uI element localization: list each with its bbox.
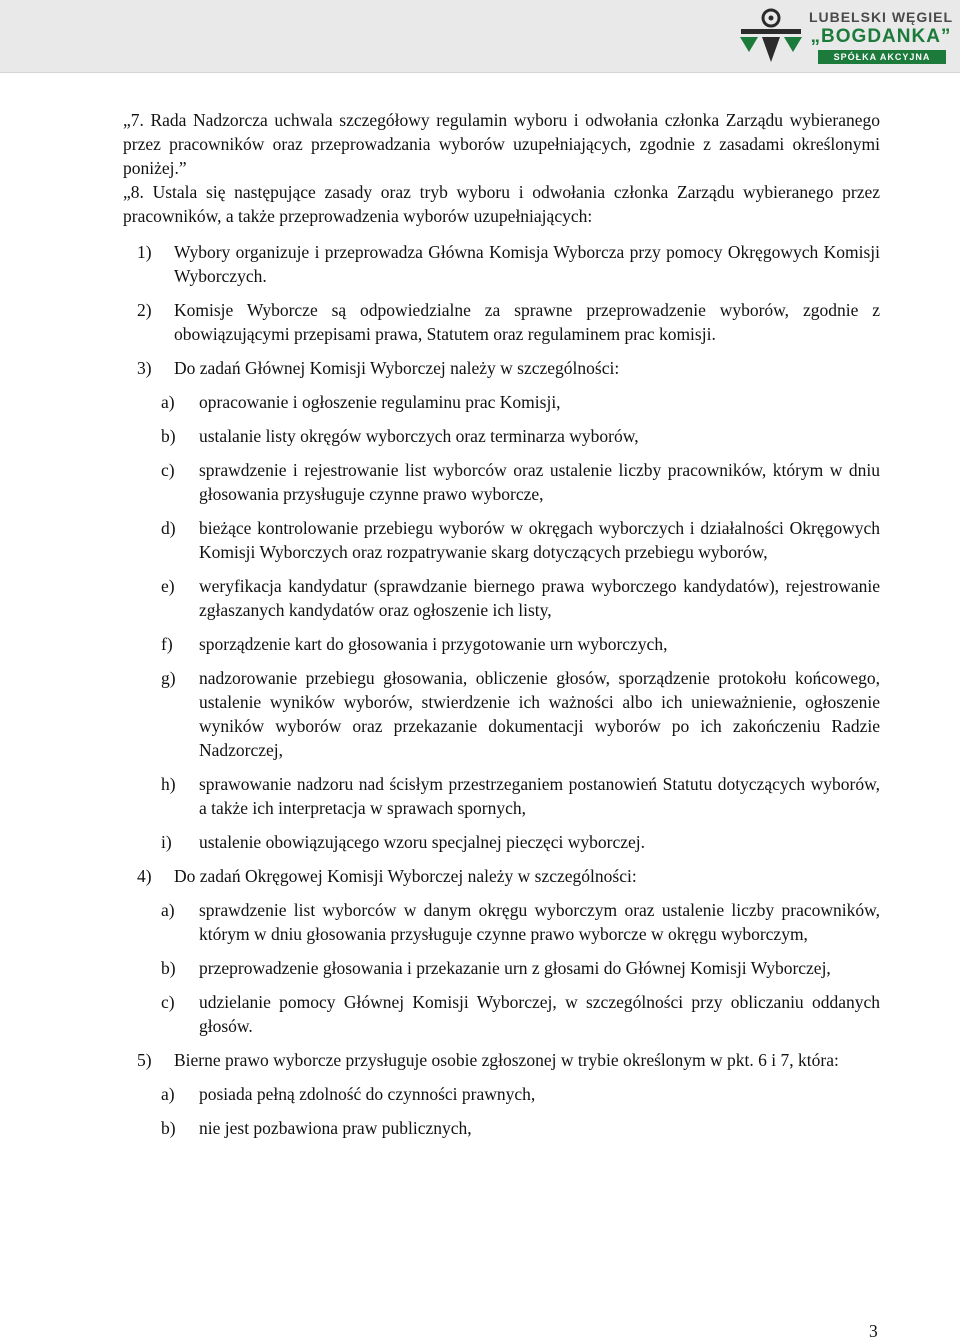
item-text: Komisje Wyborcze są odpowiedzialne za sprawne przeprowadzenie wyborów, zgodnie z obowiązującymi przepisami prawa, Statutem oraz regulaminem prac komisji.: [174, 300, 880, 344]
sub-item-letter: f): [161, 634, 173, 654]
sub-list-item: [123, 666, 880, 762]
sub-item-letter: b): [161, 958, 176, 978]
sub-list-item: [123, 830, 880, 854]
sub-list-item: [123, 574, 880, 622]
sub-item-letter: c): [161, 992, 175, 1012]
sub-item-letter: a): [161, 1084, 175, 1104]
sub-item-letter: a): [161, 392, 175, 412]
item-number: 1): [137, 242, 152, 262]
item-text: Wybory organizuje i przeprowadza Główna Komisja Wyborcza przy pomocy Okręgowych Komisji Wyborczych.: [174, 242, 880, 286]
sub-item-letter: b): [161, 1118, 176, 1138]
sub-item-text: nie jest pozbawiona praw publicznych,: [199, 1118, 472, 1138]
logo-line-2: „BOGDANKA”: [810, 26, 952, 47]
sub-item-text: posiada pełną zdolność do czynności prawnych,: [199, 1084, 536, 1104]
sub-list-item: [123, 458, 880, 506]
sub-item-text: sprawowanie nadzoru nad ścisłym przestrzeganiem postanowień Statutu dotyczących wyborów, a także ich interpretacja w sprawach spornych,: [199, 774, 880, 818]
item-number: 5): [137, 1050, 152, 1070]
document-body: [123, 108, 880, 1140]
sub-list-item: [123, 772, 880, 820]
list-item: [123, 240, 880, 288]
logo-line-1: LUBELSKI WĘGIEL: [808, 9, 954, 25]
sub-item-letter: i): [161, 832, 172, 852]
sub-item-text: udzielanie pomocy Głównej Komisji Wyborczej, w szczególności przy obliczaniu oddanych głosów.: [199, 992, 880, 1036]
list-item: [123, 356, 880, 380]
bogdanka-logo: [736, 6, 956, 66]
sub-list-item: [123, 424, 880, 448]
sub-item-text: przeprowadzenie głosowania i przekazanie urn z głosami do Głównej Komisji Wyborczej,: [199, 958, 831, 978]
sub-list-item: [123, 1116, 880, 1140]
sub-item-letter: g): [161, 668, 176, 688]
sub-list-item: [123, 516, 880, 564]
item-text: Do zadań Głównej Komisji Wyborczej należy w szczególności:: [174, 358, 620, 378]
list-item: [123, 864, 880, 888]
page-number: 3: [869, 1321, 878, 1341]
list-item: [123, 1048, 880, 1072]
sub-list-item: [123, 632, 880, 656]
sub-item-letter: e): [161, 576, 175, 596]
logo-line-3: SPÓŁKA AKCYJNA: [818, 50, 946, 64]
bogdanka-mine-emblem-icon: [736, 6, 806, 66]
item-number: 3): [137, 358, 152, 378]
paragraph-8: „8. Ustala się następujące zasady oraz tryb wyboru i odwołania członka Zarządu wybieranego przez pracowników, a także przeprowadzenia wyborów uzupełniających:: [123, 182, 880, 226]
item-text: Bierne prawo wyborcze przysługuje osobie zgłoszonej w trybie określonym w pkt. 6 i 7, która:: [174, 1050, 839, 1070]
sub-list-item: [123, 956, 880, 980]
sub-item-text: sprawdzenie list wyborców w danym okręgu wyborczym oraz ustalenie liczby pracowników, którym w dniu głosowania przysługuje czynne prawo wyborcze w okręgu wyborczym,: [199, 900, 880, 944]
item-number: 2): [137, 300, 152, 320]
sub-list-item: [123, 390, 880, 414]
sub-item-letter: a): [161, 900, 175, 920]
sub-item-text: ustalanie listy okręgów wyborczych oraz terminarza wyborów,: [199, 426, 639, 446]
sub-item-letter: b): [161, 426, 176, 446]
sub-list-item: [123, 1082, 880, 1106]
sub-item-text: weryfikacja kandydatur (sprawdzanie biernego prawa wyborczego kandydatów), rejestrowanie zgłaszanych kandydatów oraz ogłoszenie ich listy,: [199, 576, 880, 620]
list-item: [123, 298, 880, 346]
sub-item-text: ustalenie obowiązującego wzoru specjalnej pieczęci wyborczej.: [199, 832, 646, 852]
paragraph-7: „7. Rada Nadzorcza uchwala szczegółowy regulamin wyboru i odwołania członka Zarządu wybieranego przez pracowników oraz przeprowadzania wyborów uzupełniających, zgodnie z zasadami określonymi poniżej.”: [123, 110, 880, 178]
sub-item-letter: d): [161, 518, 176, 538]
sub-item-letter: c): [161, 460, 175, 480]
sub-item-text: nadzorowanie przebiegu głosowania, obliczenie głosów, sporządzenie protokołu końcowego, ustalenie wyników wyborów, stwierdzenie ich ważności albo ich unieważnienie, ogłoszenie wyników wyborów oraz przekazanie dokumentacji wyborów po ich zakończeniu Radzie Nadzorczej,: [199, 668, 880, 760]
page-header: [0, 0, 960, 73]
sub-item-text: opracowanie i ogłoszenie regulaminu prac Komisji,: [199, 392, 561, 412]
sub-item-text: sprawdzenie i rejestrowanie list wyborców oraz ustalenie liczby pracowników, którym w dniu głosowania przysługuje czynne prawo wyborcze,: [199, 460, 880, 504]
item-text: Do zadań Okręgowej Komisji Wyborczej należy w szczególności:: [174, 866, 637, 886]
sub-item-text: bieżące kontrolowanie przebiegu wyborów w okręgach wyborczych i działalności Okręgowych Komisji Wyborczych oraz rozpatrywanie skarg dotyczących przebiegu wyborów,: [199, 518, 880, 562]
sub-list-item: [123, 990, 880, 1038]
sub-list-item: [123, 898, 880, 946]
sub-item-text: sporządzenie kart do głosowania i przygotowanie urn wyborczych,: [199, 634, 668, 654]
sub-item-letter: h): [161, 774, 176, 794]
item-number: 4): [137, 866, 152, 886]
